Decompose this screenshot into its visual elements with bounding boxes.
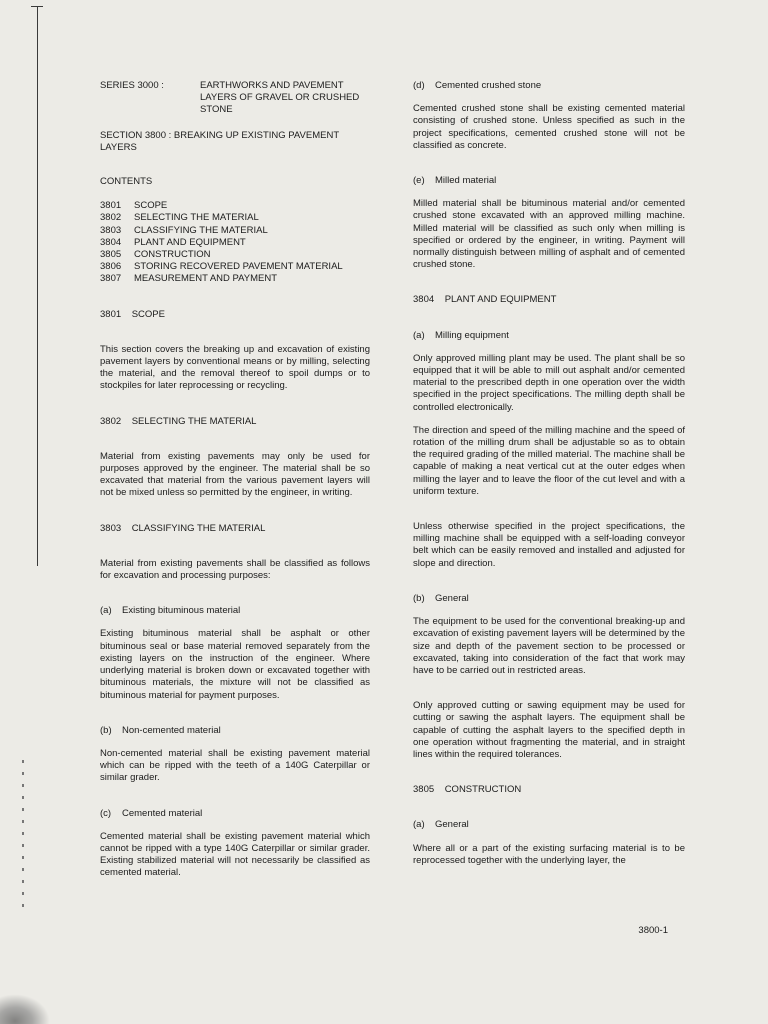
series-title: EARTHWORKS AND PAVEMENT LAYERS OF GRAVEL OR CRUSHED STONE (200, 80, 360, 116)
body-3803-e: Milled material shall be bituminous material and/or cemented crushed stone excavated with an approved milling machine. Milled material will be classified as such only when milling is specified or ordered by the engineer, in writing. Payment will normally distinguish between milling of asphalt and of cemented crushed stone. (413, 198, 685, 271)
body-3805-a: Where all or a part of the existing surfacing material is to be reprocessed together with the underlying layer, the (413, 842, 685, 866)
scan-smudge (0, 994, 50, 1024)
body-3801: This section covers the breaking up and excavation of existing pavement layers by conventional means or by milling, selecting the material, and the removal thereof to spoil dumps or to stockpiles for later reprocessing or recycling. (100, 343, 370, 392)
subheading-3803-d: (d) Cemented crushed stone (413, 80, 542, 91)
body-3802: Material from existing pavements may only be used for purposes approved by the engineer. The material shall be so excavated that material from the various pavement layers will not be mixed unless so permitted by the engineer, in writing. (100, 450, 370, 499)
contents-list (100, 200, 370, 285)
page-number: 3800-1 (638, 925, 668, 936)
section-title: SECTION 3800 : BREAKING UP EXISTING PAVEMENT LAYERS (100, 129, 339, 153)
body-3803-c: Cemented material shall be existing pavement material which cannot be ripped with a type 140G Caterpillar or similar grader. Existing stabilized material will not necessarily be classified as cemented material. (100, 830, 370, 879)
series-label: SERIES 3000 : (100, 80, 164, 91)
heading-3804: 3804 PLANT AND EQUIPMENT (413, 294, 557, 306)
body-3804-a-p2: The direction and speed of the milling machine and the speed of rotation of the milling drum shall be adjustable so as to obtain the required grading of the milled material. The machine shall be capable of making a neat vertical cut at the outer edges when milling the layer and to leave the floor of the cut level and with a uniform texture. (413, 424, 685, 497)
left-column (100, 80, 370, 880)
body-3803-d: Cemented crushed stone shall be existing cemented material consisting of crushed stone. Unless specified as such in the project specifications, cemented crushed stone will not be classified as concrete. (413, 103, 685, 151)
subheading-3803-b: (b) Non-cemented material (100, 724, 221, 736)
contents-item[interactable]: 3807 MEASUREMENT AND PAYMENT (100, 273, 278, 285)
body-3804-b-p1: The equipment to be used for the conventional breaking-up and excavation of existing pavement layers will be determined by the size and depth of the pavement section to be processed or excavated, taking into consideration of the fact that work may have to be carried out in restricted areas. (413, 616, 685, 676)
body-3804-a-p3: Unless otherwise specified in the project specifications, the milling machine shall be equipped with a self-loading conveyor belt which can be easily removed and installed and adjusted for slope and direction. (413, 521, 685, 569)
subheading-3803-a: (a) Existing bituminous material (100, 605, 241, 617)
contents-item[interactable]: 3802 SELECTING THE MATERIAL (100, 212, 259, 224)
body-3803: Material from existing pavements shall be classified as follows for excavation and processing purposes: (100, 557, 370, 582)
heading-3805: 3805 CONSTRUCTION (413, 784, 522, 796)
binding-line (37, 6, 38, 566)
binding-dots (22, 760, 24, 910)
heading-3802: 3802 SELECTING THE MATERIAL (100, 415, 257, 427)
subheading-3803-c: (c) Cemented material (100, 807, 203, 819)
subheading-3805-a: (a) General (413, 819, 469, 831)
body-3803-a: Existing bituminous material shall be asphalt or other bituminous seal or base material removed separately from the existing layers on the instruction of the engineer. Where underlying material is broken down or excavated together with bituminous materials, the mixture will not be classified as bituminous material for payment purposes. (100, 628, 370, 701)
contents-item[interactable]: 3803 CLASSIFYING THE MATERIAL (100, 224, 268, 236)
body-3804-b-p2: Only approved cutting or sawing equipment may be used for cutting or sawing the asphalt layers. The equipment shall be capable of cutting the asphalt layers to the specified depth in one operation without fragmenting the material, and in straight lines within the required tolerances. (413, 700, 685, 760)
subheading-3804-a: (a) Milling equipment (413, 329, 509, 341)
right-column (413, 80, 685, 867)
body-3804-a-p1: Only approved milling plant may be used. The plant shall be so equipped that it will be able to mill out asphalt and/or cemented material to the prescribed depth in one operation over the width specified in the project specifications. The milling depth shall be controlled electronically. (413, 352, 685, 413)
subheading-3804-b: (b) General (413, 592, 469, 604)
subheading-3803-e: (e) Milled material (413, 175, 497, 187)
contents-item[interactable]: 3804 PLANT AND EQUIPMENT (100, 236, 246, 248)
series-header (100, 80, 370, 117)
contents-heading: CONTENTS (100, 176, 153, 188)
contents-item[interactable]: 3806 STORING RECOVERED PAVEMENT MATERIAL (100, 261, 343, 273)
contents-item[interactable]: 3801 SCOPE (100, 200, 168, 212)
contents-item[interactable]: 3805 CONSTRUCTION (100, 249, 211, 261)
heading-3801: 3801 SCOPE (100, 308, 165, 320)
binding-tick (31, 6, 43, 7)
heading-3803: 3803 CLASSIFYING THE MATERIAL (100, 522, 266, 534)
body-3803-b: Non-cemented material shall be existing pavement material which can be ripped with the teeth of a 140G Caterpillar or similar grader. (100, 747, 370, 784)
